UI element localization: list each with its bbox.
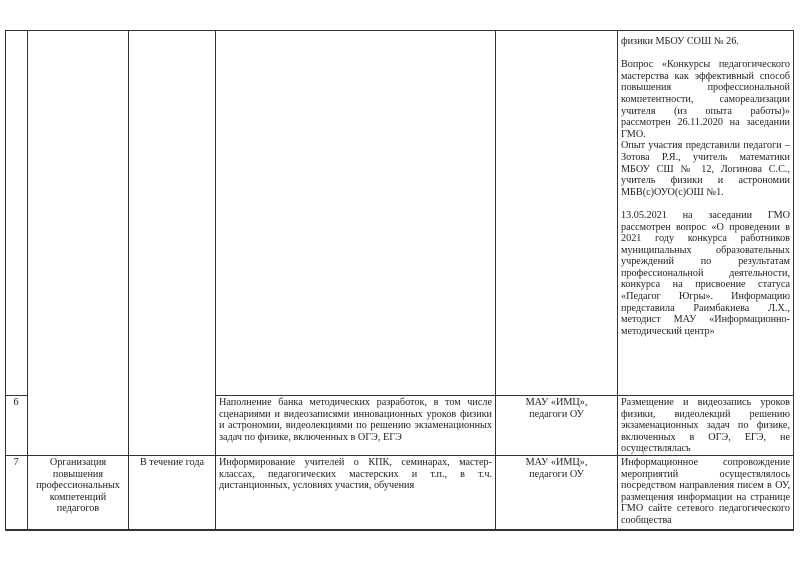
- result-paragraph: физики МБОУ СОШ № 26.: [621, 36, 739, 47]
- responsible-cell: МАУ «ИМЦ», педагоги ОУ: [525, 457, 588, 480]
- result-paragraph: Опыт участия представили педагоги – Зотова Р.Я., учитель математики МБОУ СШ № 12, Логинова С.С., учитель физики и астрономии МБВ(с)ОУО(с)ОШ №1.: [621, 140, 790, 198]
- row-number: 7: [13, 457, 19, 468]
- result-paragraph: Вопрос «Конкурсы педагогического мастерства как эффективный способ повышения профессиональной компетентности, самореализации учителя (из опыта работы)» рассмотрен 26.11.2020 на заседании ГМО.: [621, 59, 790, 140]
- result-cell: Размещение и видеозапись уроков физики, видеолекций решению экзаменационных задач по физике, включенных в ОГЭ, ЕГЭ, не осуществлялась: [621, 397, 790, 455]
- term-cell: В течение года: [139, 457, 205, 468]
- table-border: [5, 455, 794, 456]
- direction-cell: Организация повышения профессиональных компетенций педагогов: [36, 457, 120, 515]
- table-border: [5, 529, 794, 531]
- table-border: [215, 395, 794, 396]
- activity-cell: Наполнение банка методических разработок, в том числе сценариями и видеозаписями инновационных уроков физики и астрономии, видеолекциями по решению экзаменационных задач по физике, включенных в ОГЭ, ЕГЭ: [219, 397, 492, 443]
- responsible-cell: МАУ «ИМЦ», педагоги ОУ: [525, 397, 588, 420]
- activity-cell: Информирование учителей о КПК, семинарах, мастер-классах, педагогических мастерских и т.п., в т.ч. дистанционных, условиях участия, обучения: [219, 457, 492, 492]
- result-cell-continued: [618, 36, 793, 337]
- row-number: 6: [13, 397, 19, 408]
- result-paragraph: 13.05.2021 на заседании ГМО рассмотрен вопрос «О проведении в 2021 году конкурса работников муниципальных образовательных учреждений по результатам профессиональной деятельности, конкурса на присвоение статуса «Педагог Югры». Информацию представила Раимбакиева Л.Х., методист МАУ «Информационно-методический центр»: [621, 209, 790, 337]
- table-border: [5, 30, 794, 31]
- table-border: [5, 395, 27, 396]
- result-cell: Информационное сопровождение мероприятий осуществлялось посредством направления писем в ОУ, размещения информации на странице ГМО сайте сетевого педагогического сообщества: [621, 457, 790, 526]
